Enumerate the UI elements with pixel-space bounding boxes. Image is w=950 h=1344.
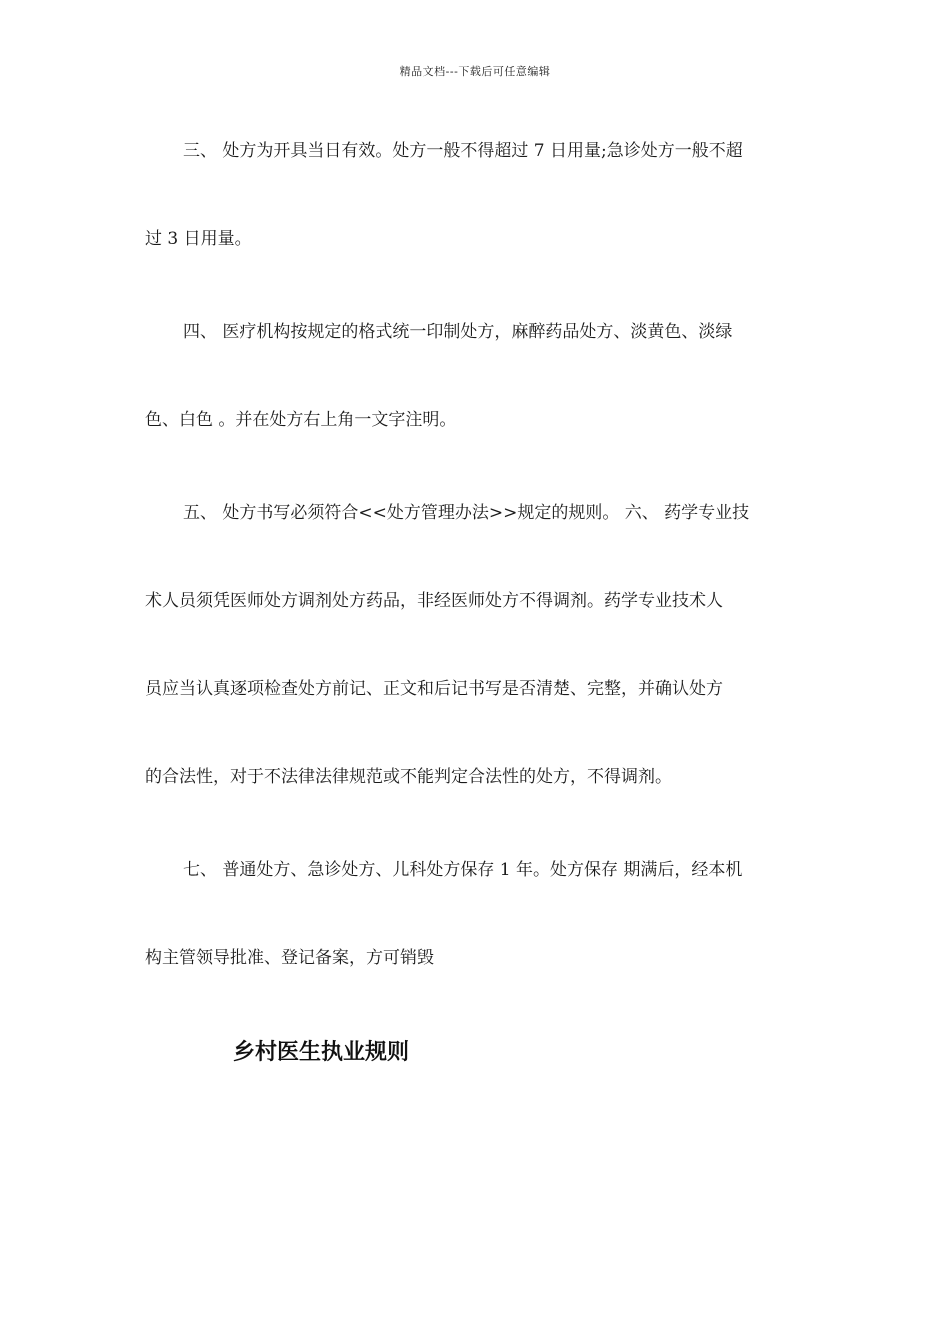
text-line: 过 3 日用量。: [145, 229, 252, 249]
text-line: 术人员须凭医师处方调剂处方药品，非经医师处方不得调剂。药学专业技术人: [145, 591, 723, 611]
text-line: 构主管领导批准、登记备案，方可销毁: [145, 948, 434, 968]
page-header: 精品文档---下载后可任意编辑: [399, 65, 551, 78]
text-line: 三、 处方为开具当日有效。处方一般不得超过 7 日用量;急诊处方一般不超: [183, 141, 743, 161]
text-line: 五、 处方书写必须符合<<处方管理办法>>规定的规则。 六、 药学专业技: [183, 503, 750, 523]
text-line: 七、 普通处方、急诊处方、儿科处方保存 1 年。处方保存 期满后，经本机: [183, 860, 743, 880]
section-title: 乡村医生执业规则: [233, 1040, 410, 1065]
text-line: 四、 医疗机构按规定的格式统一印制处方，麻醉药品处方、淡黄色、淡绿: [183, 322, 733, 342]
text-line: 色、白色 。并在处方右上角一文字注明。: [145, 410, 457, 430]
text-line: 的合法性，对于不法律法律规范或不能判定合法性的处方，不得调剂。: [145, 767, 672, 787]
text-line: 员应当认真逐项检查处方前记、正文和后记书写是否清楚、完整，并确认处方: [145, 679, 723, 699]
